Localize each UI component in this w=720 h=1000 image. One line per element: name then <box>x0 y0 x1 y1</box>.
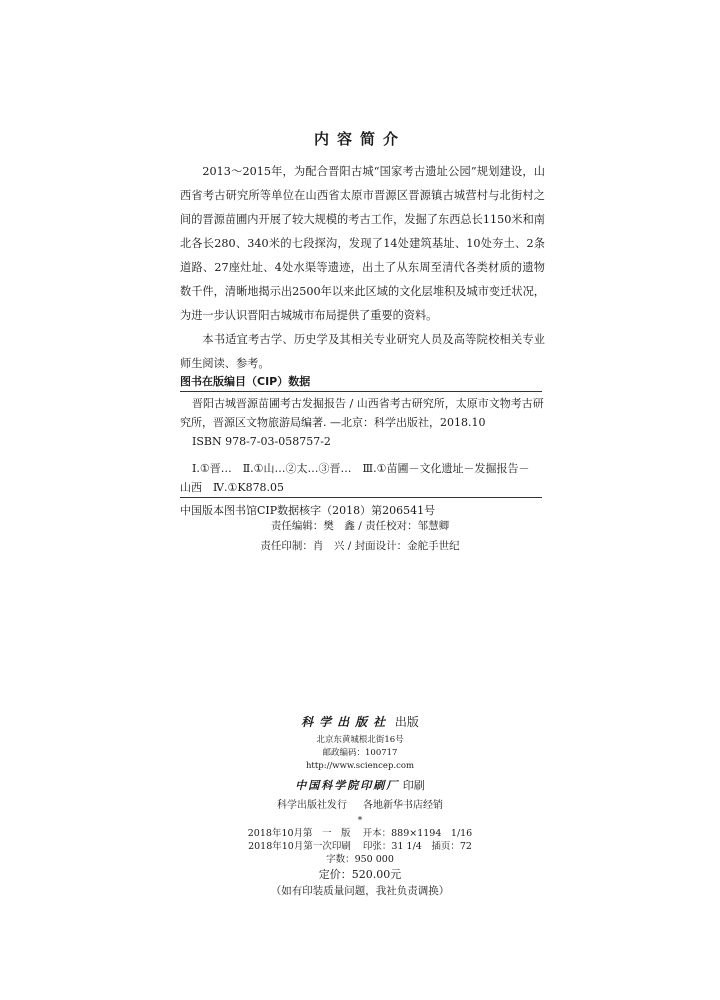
star-separator: * <box>357 816 363 826</box>
publisher-line <box>0 710 720 734</box>
price: 定价：520.00元 <box>318 868 402 881</box>
word-count: 字数：950 000 <box>326 854 394 865</box>
printer-line <box>0 775 720 797</box>
distributor: 科学出版社发行 <box>277 800 348 811</box>
publisher-name: 科学出版社 <box>301 715 392 729</box>
quality-note: （如有印装质量问题，我社负责调换） <box>270 885 450 897</box>
cip-body <box>180 392 542 497</box>
summary-paragraph-2: 本书适宜考古学、历史学及其相关专业研究人员及高等院校相关专业师生阅读、参考。 <box>180 333 545 370</box>
cip-block <box>180 372 542 520</box>
editors-block <box>0 516 720 556</box>
sheets: 印张：31 1/4 插页：72 <box>362 841 472 852</box>
publisher-suffix: 出版 <box>394 715 419 729</box>
edition-printing: 2018年10月第一次印刷 <box>248 841 351 852</box>
distribution-line <box>0 797 720 815</box>
cip-title-line-1: 晋阳古城晋源苗圃考古发掘报告 / 山西省考古研究所，太原市文物考古研 <box>192 397 544 410</box>
printer-suffix: 印刷 <box>402 779 425 792</box>
cip-classification-2: 山西 Ⅳ.①K878.05 <box>180 481 285 494</box>
cip-classification-1: Ⅰ.①晋… Ⅱ.①山…②太…③晋… Ⅲ.①苗圃－文化遗址－发掘报告－ <box>192 462 530 475</box>
editors-line-1: 责任编辑：樊 鑫 / 责任校对：邹慧卿 <box>270 520 450 532</box>
edition-row-1 <box>0 827 720 840</box>
publisher-block <box>0 710 720 899</box>
format: 开本：889×1194 1/16 <box>362 828 473 839</box>
cip-footer: 中国版本图书馆CIP数据核字（2018）第206541号 <box>180 504 436 517</box>
publisher-url: http://www.sciencep.com <box>305 761 415 771</box>
publisher-address: 北京东黄城根北街16号 <box>316 735 404 745</box>
summary-title: 内容简介 <box>313 130 406 148</box>
summary-paragraph-1: 2013～2015年，为配合晋阳古城“国家考古遗址公园”规划建设，山西省考古研究所等单位在山西省太原市晋源区晋源镇古城营村与北街村之间的晋源苗圃内开展了较大规模的考古工作，发掘了东西总长1150米和南北各长280、340米的七段探沟，发现了14处建筑基址、10处夯土、2条道路、27座灶址、4处水渠等遗迹，出土了从东周至清代各类材质的遗物数千件，清晰地揭示出2500年以来此区域的文化层堆积及城市变迁状况，为进一步认识晋阳古城城市布局提供了重要的资料。 <box>180 165 545 322</box>
edition-row-2 <box>0 840 720 853</box>
cip-title-line-2: 究所，晋源区文物旅游局编著. —北京：科学出版社，2018.10 <box>180 416 486 429</box>
edition-first: 2018年10月第 一 版 <box>247 828 351 839</box>
publisher-postcode: 邮政编码：100717 <box>322 748 398 758</box>
printer-name: 中国科学院印刷厂 <box>295 779 400 792</box>
editors-line-2: 责任印制：肖 兴 / 封面设计：金舵手世纪 <box>260 540 460 552</box>
summary-text <box>180 160 545 376</box>
cip-isbn: ISBN 978-7-03-058757-2 <box>192 435 331 448</box>
cip-heading: 图书在版编目（CIP）数据 <box>180 375 311 388</box>
seller: 各地新华书店经销 <box>362 800 443 811</box>
